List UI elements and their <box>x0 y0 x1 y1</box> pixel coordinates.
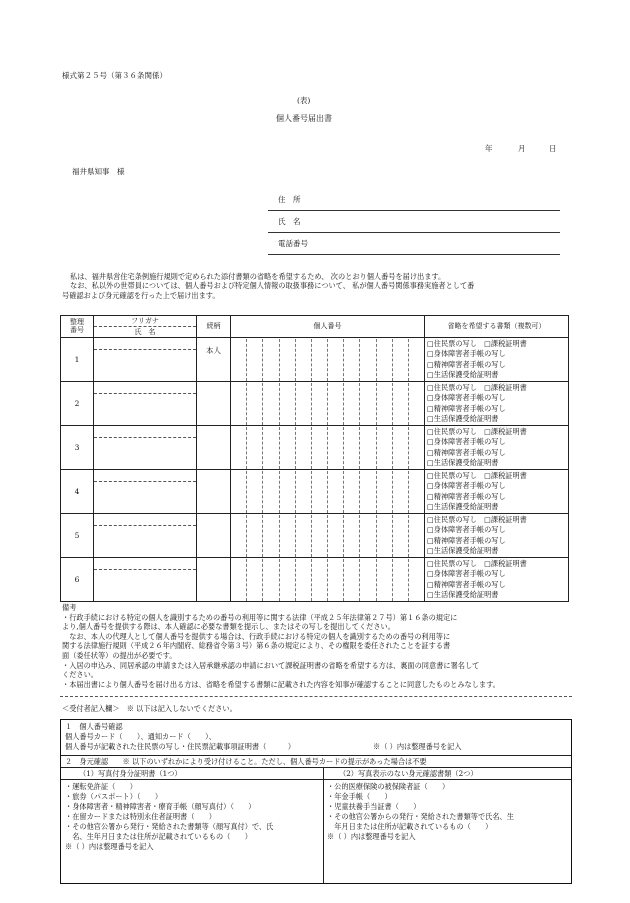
digit-box[interactable] <box>263 471 279 513</box>
date-day: 日 <box>549 144 557 153</box>
document-option[interactable]: □生活保護受給証明書 <box>427 501 499 511</box>
digit-box[interactable] <box>280 383 296 425</box>
id-check-line-1: 個人番号カード（ ）、通知カード（ ）、 <box>65 732 216 741</box>
digit-box[interactable] <box>360 515 376 557</box>
digit-box[interactable] <box>312 515 328 557</box>
document-option[interactable]: □生活保護受給証明書 <box>427 545 499 555</box>
furigana-field[interactable] <box>94 339 196 350</box>
table-row <box>61 470 569 514</box>
digit-box[interactable] <box>263 383 279 425</box>
document-option[interactable]: □住民票の写し □課税証明書 <box>427 427 527 437</box>
digit-box[interactable] <box>247 559 263 601</box>
digit-box[interactable] <box>263 339 279 381</box>
digit-box[interactable] <box>393 339 409 381</box>
reception-title: ＜受付者記入欄＞ ※ 以下は記入しないでください。 <box>62 704 237 713</box>
digit-box[interactable] <box>344 471 360 513</box>
digit-box[interactable] <box>296 383 312 425</box>
name-cell <box>94 558 197 602</box>
row-number: 1 <box>61 338 94 382</box>
note-line: 面（委任状等）の提出が必要です。 <box>62 650 177 660</box>
document-option[interactable]: □身体障害者手帳の写し <box>427 525 506 535</box>
digit-box[interactable] <box>328 339 344 381</box>
intro-text <box>62 272 474 300</box>
row-number: 3 <box>61 426 94 470</box>
digit-box[interactable] <box>231 339 247 381</box>
note-line: ・本届出書により個人番号を届け出る方は、省略を希望する書類に記載された内容を知事が確認することに同意したものとみなします。 <box>62 679 500 689</box>
digit-box[interactable] <box>231 471 247 513</box>
photo-id-item: 名、生年月日または住所が記載されているもの（ ） <box>65 832 252 841</box>
table-row <box>61 338 569 382</box>
photo-id-list <box>65 782 273 852</box>
name-cell <box>94 514 197 558</box>
documents-cell <box>425 558 569 602</box>
digit-box[interactable] <box>328 427 344 469</box>
row-number: 6 <box>61 558 94 602</box>
digit-box[interactable] <box>328 559 344 601</box>
relation-cell[interactable] <box>197 514 231 558</box>
non-photo-id-item: ・児童扶養手当証書（ ） <box>327 802 421 811</box>
row-number: 4 <box>61 470 94 514</box>
identity-columns-header <box>61 768 571 780</box>
document-option[interactable]: □精神障害者手帳の写し <box>427 535 506 545</box>
date-month: 月 <box>518 144 526 153</box>
photo-id-title: （1）写真付身分証明書（1つ） <box>79 769 182 778</box>
digit-box[interactable] <box>296 427 312 469</box>
digit-box[interactable] <box>312 427 328 469</box>
header-furigana: フリガナ <box>131 316 159 325</box>
digit-box[interactable] <box>328 471 344 513</box>
relation-cell[interactable] <box>197 382 231 426</box>
row-number: 5 <box>61 514 94 558</box>
digit-box[interactable] <box>409 559 424 601</box>
non-photo-id-list <box>327 782 514 842</box>
page-title: 個人番号届出書 <box>276 114 332 123</box>
table-row <box>61 382 569 426</box>
my-number-cell <box>231 470 425 514</box>
digit-box[interactable] <box>393 559 409 601</box>
my-number-cell <box>231 382 425 426</box>
phone-label: 電話番号 <box>278 239 308 248</box>
furigana-field[interactable] <box>94 559 196 570</box>
reception-box <box>60 719 572 884</box>
digit-box[interactable] <box>344 427 360 469</box>
document-option[interactable]: □精神障害者手帳の写し <box>427 447 506 457</box>
intro-line-2: なお、私以外の世帯員については、個人番号および特定個人情報の取扱事務について、 私が個人番号関係事務実施者として番 <box>70 281 475 291</box>
digit-box[interactable] <box>377 383 393 425</box>
column-divider <box>323 768 324 883</box>
id-check-section <box>61 720 571 756</box>
digit-box[interactable] <box>247 339 263 381</box>
digit-box[interactable] <box>280 515 296 557</box>
digit-box[interactable] <box>409 515 424 557</box>
digit-box[interactable] <box>296 559 312 601</box>
document-option[interactable]: □生活保護受給証明書 <box>427 413 499 423</box>
address-label: 住 所 <box>278 195 301 204</box>
digit-box[interactable] <box>344 339 360 381</box>
my-number-table <box>60 315 569 602</box>
digit-box[interactable] <box>312 471 328 513</box>
document-option[interactable]: □生活保護受給証明書 <box>427 369 499 379</box>
digit-box[interactable] <box>377 515 393 557</box>
digit-box[interactable] <box>360 471 376 513</box>
document-option[interactable]: □住民票の写し □課税証明書 <box>427 471 527 481</box>
my-number-cell <box>231 338 425 382</box>
id-check-title: １ 個人番号確認 <box>65 722 123 731</box>
intro-line-3: 号確認および身元確認を行った上で届け出ます。 <box>62 290 220 300</box>
digit-box[interactable] <box>312 383 328 425</box>
cut-line <box>60 696 572 697</box>
digit-box[interactable] <box>344 515 360 557</box>
document-option[interactable]: □身体障害者手帳の写し <box>427 569 506 579</box>
note-line: ・行政手続における特定の個人を識別するための番号の利用等に関する法律（平成２５年法律第２７号）第１６条の規定に <box>62 612 458 622</box>
furigana-field[interactable] <box>94 427 196 438</box>
digit-box[interactable] <box>344 559 360 601</box>
side-label: (表) <box>297 96 311 105</box>
header-number: 整理番号 <box>61 316 94 338</box>
digit-box[interactable] <box>247 427 263 469</box>
addressee: 福井県知事 様 <box>72 167 125 176</box>
relation-cell[interactable] <box>197 470 231 514</box>
name-cell <box>94 338 197 382</box>
name-cell <box>94 426 197 470</box>
digit-box[interactable] <box>360 559 376 601</box>
digit-box[interactable] <box>409 383 424 425</box>
digit-box[interactable] <box>409 427 424 469</box>
document-option[interactable]: □住民票の写し □課税証明書 <box>427 383 527 393</box>
furigana-field[interactable] <box>94 383 196 394</box>
documents-cell <box>425 382 569 426</box>
date-year: 年 <box>485 144 493 153</box>
row-number: 2 <box>61 382 94 426</box>
digit-box[interactable] <box>393 471 409 513</box>
header-name-label: 氏 名 <box>94 326 196 337</box>
document-option[interactable]: □精神障害者手帳の写し <box>427 491 506 501</box>
id-check-line-2: 個人番号が記載された住民票の写し・住民票記載事項証明書（ ） <box>65 742 296 751</box>
name-field[interactable] <box>94 394 196 425</box>
photo-id-note: ※（ ）内は整理番号を記入 <box>65 842 154 851</box>
note-line: ください。 <box>62 670 98 680</box>
non-photo-id-item: 年月日または住所が記載されているもの（ ） <box>327 822 493 831</box>
my-number-cell <box>231 558 425 602</box>
header-documents: 省略を希望する書類（複数可） <box>425 316 569 338</box>
furigana-field[interactable] <box>94 471 196 482</box>
documents-cell <box>425 470 569 514</box>
name-field[interactable] <box>94 350 196 381</box>
relation-cell[interactable]: 本人 <box>197 338 231 382</box>
digit-box[interactable] <box>360 383 376 425</box>
non-photo-id-item: ・その他官公署からの発行・発給された書類等で氏名、生 <box>327 812 514 821</box>
documents-cell <box>425 338 569 382</box>
digit-box[interactable] <box>312 339 328 381</box>
document-option[interactable]: □身体障害者手帳の写し <box>427 393 506 403</box>
digit-box[interactable] <box>280 427 296 469</box>
digit-box[interactable] <box>247 515 263 557</box>
digit-box[interactable] <box>280 339 296 381</box>
digit-box[interactable] <box>344 383 360 425</box>
name-field[interactable] <box>94 526 196 557</box>
digit-box[interactable] <box>231 427 247 469</box>
photo-id-item: ・その他官公署から発行・発給された書類等（顔写真付）で、氏 <box>65 822 274 831</box>
digit-box[interactable] <box>280 471 296 513</box>
digit-box[interactable] <box>328 515 344 557</box>
digit-box[interactable] <box>263 559 279 601</box>
note-line: 関する法律施行規則（平成２６年内閣府、総務省令第３号）第６条の規定により、その権限を委任されたことを証する書 <box>62 641 451 651</box>
digit-box[interactable] <box>263 427 279 469</box>
digit-box[interactable] <box>409 339 424 381</box>
digit-box[interactable] <box>393 427 409 469</box>
header-name <box>94 316 197 338</box>
digit-box[interactable] <box>377 559 393 601</box>
document-option[interactable]: □生活保護受給証明書 <box>427 589 499 599</box>
digit-box[interactable] <box>377 427 393 469</box>
photo-id-item: ・運転免許証（ ） <box>65 782 137 791</box>
table-row <box>61 558 569 602</box>
non-photo-id-item: ・公的医療保険の被保険者証（ ） <box>327 782 450 791</box>
document-option[interactable]: □身体障害者手帳の写し <box>427 437 506 447</box>
name-cell <box>94 382 197 426</box>
documents-cell <box>425 514 569 558</box>
note-line: なお、本人の代理人として個人番号を提供する場合は、行政手続における特定の個人を識別するための番号の利用等に <box>62 631 451 641</box>
digit-box[interactable] <box>231 559 247 601</box>
digit-box[interactable] <box>328 383 344 425</box>
document-option[interactable]: □住民票の写し □課税証明書 <box>427 515 527 525</box>
document-option[interactable]: □住民票の写し □課税証明書 <box>427 559 527 569</box>
documents-cell <box>425 426 569 470</box>
digit-box[interactable] <box>360 427 376 469</box>
relation-cell[interactable] <box>197 558 231 602</box>
name-line <box>268 232 560 233</box>
document-option[interactable]: □精神障害者手帳の写し <box>427 579 506 589</box>
my-number-cell <box>231 514 425 558</box>
photo-id-item: ・身体障害者・精神障害者・療育手帳（顔写真付）（ ） <box>65 802 256 811</box>
table-row <box>61 514 569 558</box>
name-field[interactable] <box>94 438 196 469</box>
notes <box>62 603 570 689</box>
photo-id-item: ・旅券（パスポート）（ ） <box>65 792 163 801</box>
non-photo-id-item: ・年金手帳（ ） <box>327 792 392 801</box>
name-label: 氏 名 <box>278 217 301 226</box>
header-relation: 続柄 <box>197 316 231 338</box>
digit-box[interactable] <box>377 339 393 381</box>
non-photo-id-note: ※（ ）内は整理番号を記入 <box>327 832 416 841</box>
digit-box[interactable] <box>296 471 312 513</box>
id-check-note: ※（ ）内は整理番号を記入 <box>373 742 462 751</box>
document-option[interactable]: □精神障害者手帳の写し <box>427 403 506 413</box>
document-option[interactable]: □身体障害者手帳の写し <box>427 349 506 359</box>
digit-box[interactable] <box>377 471 393 513</box>
digit-box[interactable] <box>280 559 296 601</box>
digit-box[interactable] <box>360 339 376 381</box>
form-number: 様式第２５号（第３６条関係） <box>62 71 167 80</box>
note-line: より,個人番号を提供する際は、本人確認に必要な書類を提示し、またはその写しを提出してください。 <box>62 622 395 632</box>
phone-line <box>268 254 560 255</box>
identity-check-title: ２ 身元確認 ※ 以下のいずれかにより受け付けること。ただし、個人番号カードの提示があった場合は不要 <box>61 756 571 768</box>
furigana-field[interactable] <box>94 515 196 526</box>
document-option[interactable]: □生活保護受給証明書 <box>427 457 499 467</box>
note-line: ・入居の申込み、同居承認の申請または入居承継承認の申請において課税証明書の省略を希望する方は、裏面の同意書に署名して <box>62 660 480 670</box>
name-cell <box>94 470 197 514</box>
digit-box[interactable] <box>296 339 312 381</box>
header-my-number: 個人番号 <box>231 316 425 338</box>
digit-box[interactable] <box>312 559 328 601</box>
digit-box[interactable] <box>409 471 424 513</box>
non-photo-id-title: （2）写真表示のない身元確認書類（2つ） <box>339 769 478 778</box>
digit-box[interactable] <box>231 515 247 557</box>
table-row <box>61 426 569 470</box>
digit-box[interactable] <box>247 383 263 425</box>
digit-box[interactable] <box>296 515 312 557</box>
name-field[interactable] <box>94 482 196 513</box>
document-option[interactable]: □精神障害者手帳の写し <box>427 359 506 369</box>
name-field[interactable] <box>94 570 196 601</box>
digit-box[interactable] <box>247 471 263 513</box>
digit-box[interactable] <box>263 515 279 557</box>
intro-line-1: 私は、福井県営住宅条例施行規則で定められた添付書類の省略を希望するため、 次のとおり個人番号を届け出ます。 <box>70 272 446 281</box>
document-option[interactable]: □身体障害者手帳の写し <box>427 481 506 491</box>
photo-id-item: ・在留カードまたは特別永住者証明書（ ） <box>65 812 216 821</box>
relation-cell[interactable] <box>197 426 231 470</box>
digit-box[interactable] <box>393 515 409 557</box>
document-option[interactable]: □住民票の写し □課税証明書 <box>427 339 527 349</box>
address-line <box>268 210 560 211</box>
notes-heading: 備考 <box>62 603 77 612</box>
my-number-cell <box>231 426 425 470</box>
digit-box[interactable] <box>231 383 247 425</box>
digit-box[interactable] <box>393 383 409 425</box>
